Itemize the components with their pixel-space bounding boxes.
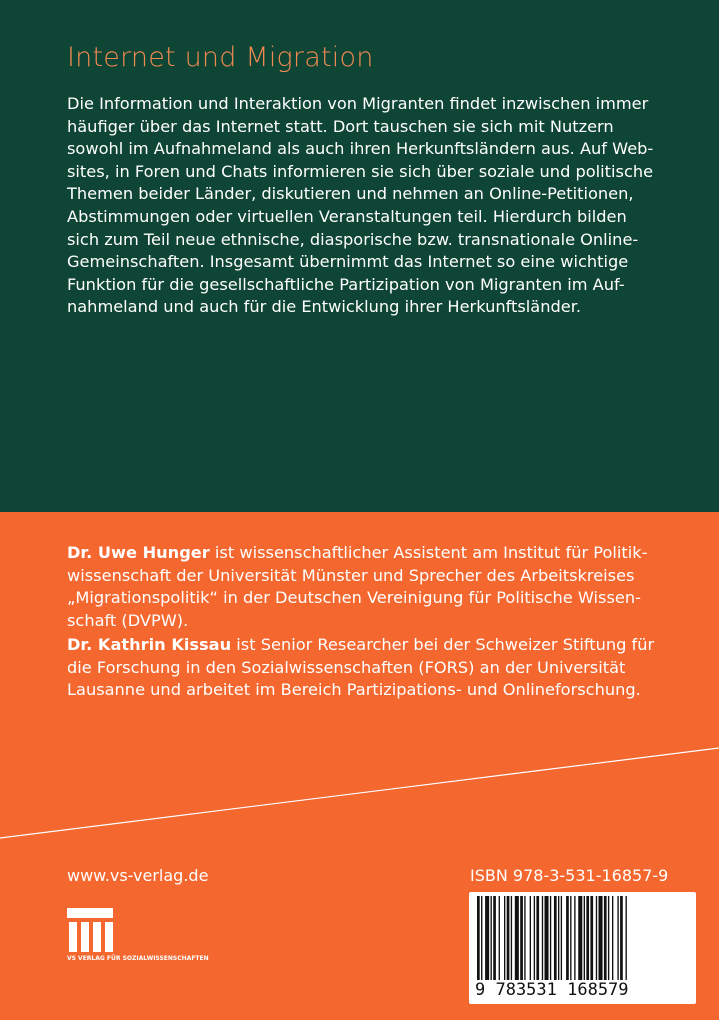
blurb-line: Themen beider Länder, diskutieren und nehmen an Online-Petitionen,	[67, 184, 634, 204]
blurb-line: sites, in Foren und Chats informieren sie sich über soziale und politische	[67, 161, 654, 181]
barcode-bars	[477, 896, 688, 980]
bio-line	[67, 634, 667, 657]
book-title: Internet und Migration	[67, 42, 374, 73]
author-bio-hunger	[67, 542, 667, 632]
bio-line	[67, 542, 667, 565]
barcode-digits: 9 783531 168579	[475, 980, 629, 1000]
blurb-line: häufiger über das Internet statt. Dort tauschen sie sich mit Nutzern	[67, 116, 614, 136]
author-name: Dr. Uwe Hunger	[67, 543, 210, 562]
bio-text: ist wissenschaftlicher Assistent am Institut für Politik-	[209, 543, 648, 562]
author-bio-kissau	[67, 634, 667, 702]
bio-line: die Forschung in den Sozialwissenschaften (FORS) an der Universität	[67, 657, 626, 677]
author-name: Dr. Kathrin Kissau	[67, 635, 232, 654]
bio-line: schaft (DVPW).	[67, 610, 189, 630]
blurb-text	[67, 93, 657, 319]
blurb-line: Die Information und Interaktion von Migranten findet inzwischen immer	[67, 94, 649, 113]
blurb-line: sowohl im Aufnahmeland als auch ihren Herkunftsländern aus. Auf Web-	[67, 139, 654, 159]
blurb-line: Funktion für die gesellschaftliche Partizipation von Migranten im Auf-	[67, 274, 625, 294]
bio-line: Lausanne und arbeitet im Bereich Partizipations- und Onlineforschung.	[67, 680, 641, 700]
bio-text: ist Senior Researcher bei der Schweizer Stiftung für	[231, 635, 655, 654]
publisher-url[interactable]: www.vs-verlag.de	[67, 866, 209, 885]
bio-line: „Migrationspolitik“ in der Deutschen Vereinigung für Politische Wissen-	[67, 588, 641, 608]
blurb-line: nahmeland und auch für die Entwicklung ihrer Herkunftsländer.	[67, 297, 582, 317]
blurb-line: Gemeinschaften. Insgesamt übernimmt das Internet so eine wichtige	[67, 252, 629, 272]
blurb-line: sich zum Teil neue ethnische, diasporische bzw. transnationale Online-	[67, 229, 639, 249]
vs-verlag-logo-icon	[67, 908, 113, 952]
blurb-line: Abstimmungen oder virtuellen Veranstaltungen teil. Hierdurch bilden	[67, 206, 627, 226]
barcode	[469, 892, 696, 1004]
isbn-number: ISBN 978-3-531-16857-9	[470, 866, 669, 885]
publisher-name: VS VERLAG FÜR SOZIALWISSENSCHAFTEN	[67, 955, 209, 962]
bio-line: wissenschaft der Universität Münster und Sprecher des Arbeitskreises	[67, 565, 635, 585]
